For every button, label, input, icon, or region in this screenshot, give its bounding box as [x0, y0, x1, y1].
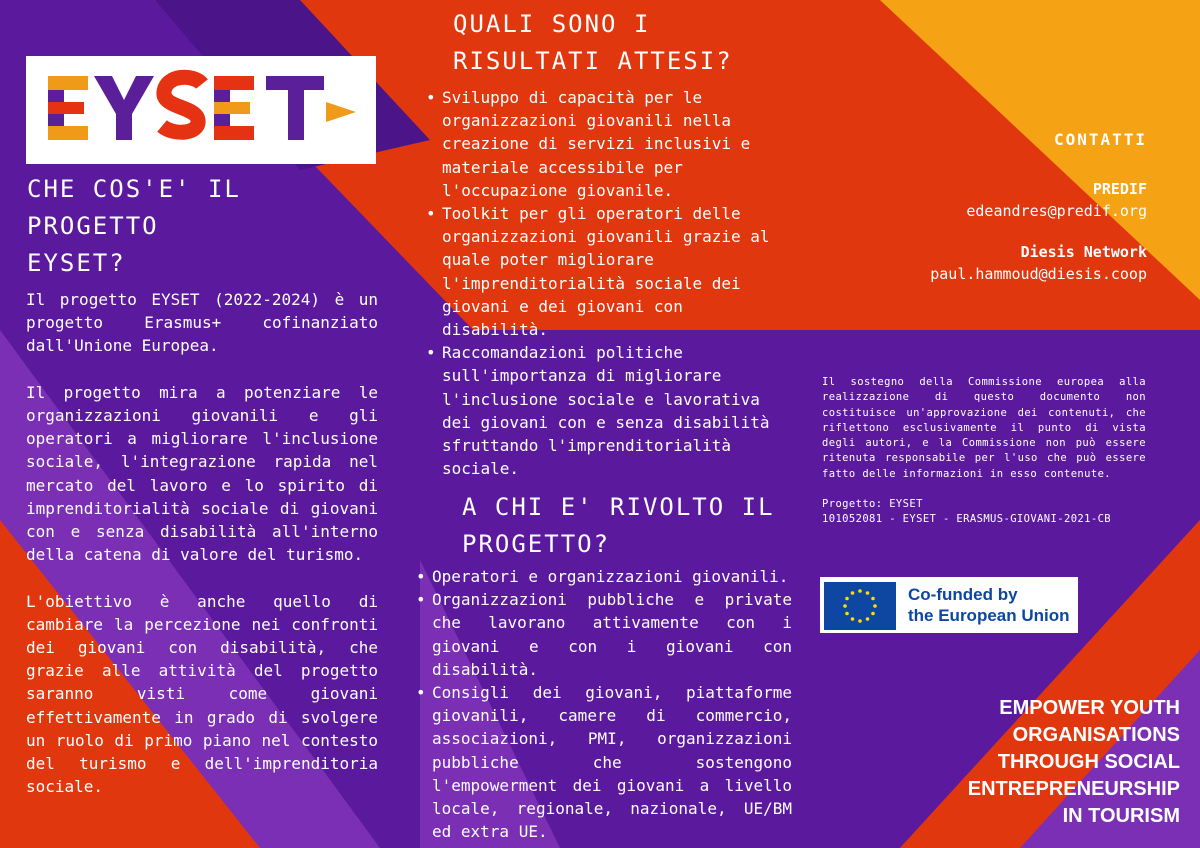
eu-badge-line: the European Union — [908, 606, 1070, 625]
tagline — [900, 695, 1180, 830]
what-is-heading-line: EYSET? — [27, 249, 126, 277]
target-list — [414, 565, 792, 843]
what-is-paragraph: Il progetto EYSET (2022-2024) è un progetto Erasmus+ cofinanziato dall'Unione Europea. — [26, 290, 378, 356]
tagline-line: ENTREPRENEURSHIP — [967, 778, 1180, 800]
what-is-body — [26, 288, 378, 798]
target-heading-line: PROGETTO? — [462, 530, 611, 558]
results-list — [424, 86, 774, 480]
contacts-block — [880, 128, 1147, 285]
results-heading-line: QUALI SONO I — [453, 10, 651, 38]
target-list-item: • Organizzazioni pubbliche e private che lavorano attivamente con i giovani e con i giovani con disabilità. — [414, 588, 792, 681]
contact-email-diesis[interactable]: paul.hammoud@diesis.coop — [930, 265, 1147, 283]
what-is-heading-line: CHE COS'E' IL — [27, 175, 241, 203]
contact-email-predif[interactable]: edeandres@predif.org — [966, 202, 1147, 220]
target-list-item: • Consigli dei giovani, piattaforme giovanili, camere di commercio, associazioni, PMI, organizzazioni pubbliche che sostengono l'empowerment dei giovani a livello locale, regionale, nazionale, UE/BM ed extra UE. — [414, 681, 792, 843]
what-is-paragraph: Il progetto mira a potenziare le organizzazioni giovanili e gli operatori a migliorare l'inclusione sociale, l'integrazione rapida nel mercato del lavoro e lo spirito di imprenditorialità sociale di giovani con e senza disabilità all'interno della catena di valore del turismo. — [26, 382, 378, 565]
eu-cofunded-badge — [820, 577, 1078, 633]
results-heading-line: RISULTATI ATTESI? — [453, 47, 733, 75]
contact-org-predif: PREDIF — [1092, 180, 1147, 198]
target-list-item: • Operatori e organizzazioni giovanili. — [414, 565, 792, 588]
disclaimer-text: Il sostegno della Commissione europea alla realizzazione di questo documento non costituisce un'approvazione dei contenuti, che riflettono esclusivamente il punto di vista degli autori, e la Commissione non può essere ritenuta responsabile per l'uso che può essere fatto delle informazioni in esso contenute. — [822, 376, 1146, 480]
results-heading — [453, 6, 773, 80]
eyset-logo — [26, 56, 376, 164]
results-list-item: • Raccomandazioni politiche sull'importanza di migliorare l'inclusione sociale e lavorativa dei giovani con e senza disabilità sfruttando l'imprenditorialità sociale. — [424, 341, 774, 480]
target-heading — [462, 489, 782, 563]
results-list-item: • Toolkit per gli operatori delle organizzazioni giovanili grazie al quale poter migliorare l'imprenditorialità sociale dei giovani e dei giovani con disabilità. — [424, 202, 774, 341]
eu-badge-text — [908, 584, 1070, 626]
target-heading-line: A CHI E' RIVOLTO IL — [462, 493, 775, 521]
results-list-item: • Sviluppo di capacità per le organizzazioni giovanili nella creazione di servizi inclusivi e materiale accessibile per l'occupazione giovanile. — [424, 86, 774, 202]
disclaimer-block — [822, 375, 1146, 528]
tagline-line: THROUGH SOCIAL — [997, 751, 1180, 773]
what-is-heading-line: PROGETTO — [27, 212, 159, 240]
what-is-heading — [27, 171, 387, 282]
eyset-logo-graphic — [26, 56, 376, 164]
project-code: 101052081 - EYSET - ERASMUS-GIOVANI-2021-CB — [822, 513, 1112, 526]
tagline-line: IN TOURISM — [1062, 805, 1180, 827]
tagline-line: ORGANISATIONS — [1012, 724, 1180, 746]
tagline-line: EMPOWER YOUTH — [999, 697, 1180, 719]
eu-badge-line: Co-funded by — [908, 585, 1018, 604]
what-is-paragraph: L'obiettivo è anche quello di cambiare la percezione nei confronti dei giovani con disabilità, che grazie alle attività del progetto saranno visti come giovani effettivamente in grado di svolgere un ruolo di primo piano nel contesto del turismo e dell'imprenditoria sociale. — [26, 591, 378, 797]
contact-org-diesis: Diesis Network — [1020, 243, 1147, 261]
project-label: Progetto: EYSET — [822, 498, 923, 511]
contacts-heading: CONTATTI — [1053, 130, 1147, 149]
